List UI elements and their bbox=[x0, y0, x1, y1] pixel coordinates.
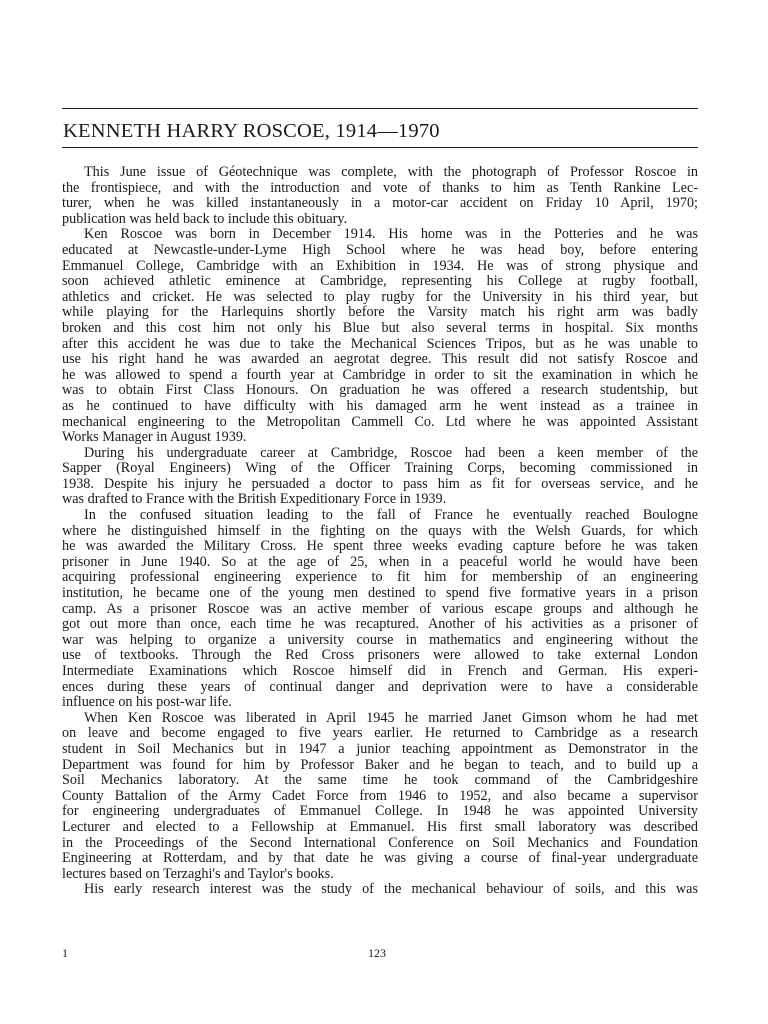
page-footer bbox=[62, 945, 698, 961]
text-line: During his undergraduate career at Cambridge, Roscoe had been a keen member of the bbox=[84, 444, 698, 461]
paragraph-5 bbox=[62, 711, 698, 883]
text-line: turer, when he was killed instantaneously in a motor-car accident on Friday 10 April, 1970; bbox=[62, 195, 698, 212]
text-line: Intermediate Examinations which Roscoe himself did in French and German. His experi- bbox=[62, 663, 698, 679]
text-line: war was helping to organize a university course in mathematics and engineering without the bbox=[62, 631, 698, 648]
text-line: 1938. Despite his injury he persuaded a doctor to pass him as fit for overseas service, and he bbox=[62, 475, 698, 492]
text-line: after this accident he was due to take the Mechanical Sciences Tripos, but as he was unable to bbox=[62, 335, 698, 352]
text-line: Lecturer and elected to a Fellowship at Emmanuel. His first small laboratory was described bbox=[62, 818, 698, 835]
text-line: broken and this cost him not only his Blue but also several terms in hospital. Six months bbox=[62, 319, 698, 336]
text-line: was to obtain First Class Honours. On graduation he was offered a research studentship, but bbox=[62, 382, 698, 399]
page-marker: 1 bbox=[62, 946, 68, 960]
text-line: he was awarded the Military Cross. He spent three weeks evading capture before he was taken bbox=[62, 538, 698, 555]
page-number: 123 bbox=[368, 946, 386, 960]
text-line: student in Soil Mechanics but in 1947 a junior teaching appointment as Demonstrator in the bbox=[62, 740, 698, 757]
text-line: as he continued to have difficulty with his damaged arm he went instead as a trainee in bbox=[62, 397, 698, 414]
text-line: Department was found for him by Professor Baker and he began to teach, and to build up a bbox=[62, 756, 698, 773]
text-line: use of textbooks. Through the Red Cross prisoners were allowed to take external London bbox=[62, 647, 698, 664]
text-line: where he distinguished himself in the fighting on the quays with the Welsh Guards, for which bbox=[62, 522, 698, 539]
text-line: publication was held back to include this obituary. bbox=[62, 210, 348, 227]
text-line: institution, he became one of the young men destined to spend five formative years in a prison bbox=[62, 585, 698, 602]
paragraph-2 bbox=[62, 227, 698, 445]
text-line: was drafted to France with the British Expeditionary Force in 1939. bbox=[62, 491, 447, 508]
text-line: soon achieved athletic eminence at Cambridge, representing his College at rugby football, bbox=[62, 273, 698, 290]
text-line: Engineering at Rotterdam, and by that date he was giving a course of final-year undergraduate bbox=[62, 850, 698, 867]
text-line: Sapper (Royal Engineers) Wing of the Officer Training Corps, becoming commissioned in bbox=[62, 460, 698, 477]
text-line: prisoner in June 1940. So at the age of 25, when in a peaceful world he would have been bbox=[62, 553, 698, 570]
text-line: athletics and cricket. He was selected to play rugby for the University in his third year, but bbox=[62, 288, 698, 305]
text-line: Works Manager in August 1939. bbox=[62, 429, 247, 446]
text-line: When Ken Roscoe was liberated in April 1945 he married Janet Gimson whom he had met bbox=[84, 709, 698, 726]
text-line: in the Proceedings of the Second International Conference on Soil Mechanics and Foundation bbox=[62, 834, 698, 851]
text-line: lectures based on Terzaghi's and Taylor's books. bbox=[62, 865, 334, 882]
text-line: acquiring professional engineering experience to fit him for membership of an engineering bbox=[62, 569, 698, 586]
text-line: ences during these years of continual danger and deprivation were to have a considerable bbox=[62, 678, 698, 695]
text-line: Emmanuel College, Cambridge with an Exhibition in 1934. He was of strong physique and bbox=[62, 257, 698, 274]
text-line: camp. As a prisoner Roscoe was an active member of various escape groups and although he bbox=[62, 600, 698, 617]
text-line: on leave and become engaged to five years earlier. He returned to Cambridge as a research bbox=[62, 725, 698, 742]
text-line: Ken Roscoe was born in December 1914. His home was in the Potteries and he was bbox=[84, 226, 698, 243]
article-title: KENNETH HARRY ROSCOE, 1914—1970 bbox=[63, 120, 440, 142]
paragraph-3 bbox=[62, 446, 698, 508]
text-line: use his right hand he was awarded an aegrotat degree. This result did not satisfy Roscoe and bbox=[62, 351, 698, 368]
text-line: for engineering undergraduates of Emmanuel College. In 1948 he was appointed University bbox=[62, 803, 698, 820]
paragraph-1 bbox=[62, 165, 698, 227]
text-line: while playing for the Harlequins shortly before the Varsity match his right arm was badly bbox=[62, 304, 698, 321]
text-line: mechanical engineering to the Metropolitan Cammell Co. Ltd where he was appointed Assistant bbox=[62, 413, 698, 430]
text-line: influence on his post-war life. bbox=[62, 694, 232, 711]
text-line: the frontispiece, and with the introduction and vote of thanks to him as Tenth Rankine Lec- bbox=[62, 179, 698, 196]
text-line: In the confused situation leading to the fall of France he eventually reached Boulogne bbox=[84, 507, 698, 524]
text-line: Soil Mechanics laboratory. At the same time he took command of the Cambridgeshire bbox=[62, 772, 698, 789]
title-rule bbox=[62, 147, 698, 148]
article-body bbox=[62, 165, 698, 898]
top-rule bbox=[62, 108, 698, 109]
paragraph-4 bbox=[62, 508, 698, 711]
text-line: His early research interest was the study of the mechanical behaviour of soils, and this was bbox=[84, 881, 698, 898]
text-line: This June issue of Géotechnique was complete, with the photograph of Professor Roscoe in bbox=[84, 164, 698, 180]
text-line: educated at Newcastle-under-Lyme High School where he was head boy, before entering bbox=[62, 241, 698, 258]
text-line: he was allowed to spend a fourth year at Cambridge in order to sit the examination in which he bbox=[62, 366, 698, 383]
text-line: got out more than once, each time he was recaptured. Another of his activities as a prisoner of bbox=[62, 616, 698, 633]
text-line: County Battalion of the Army Cadet Force from 1946 to 1952, and also became a supervisor bbox=[62, 787, 698, 804]
paragraph-6 bbox=[62, 882, 698, 898]
